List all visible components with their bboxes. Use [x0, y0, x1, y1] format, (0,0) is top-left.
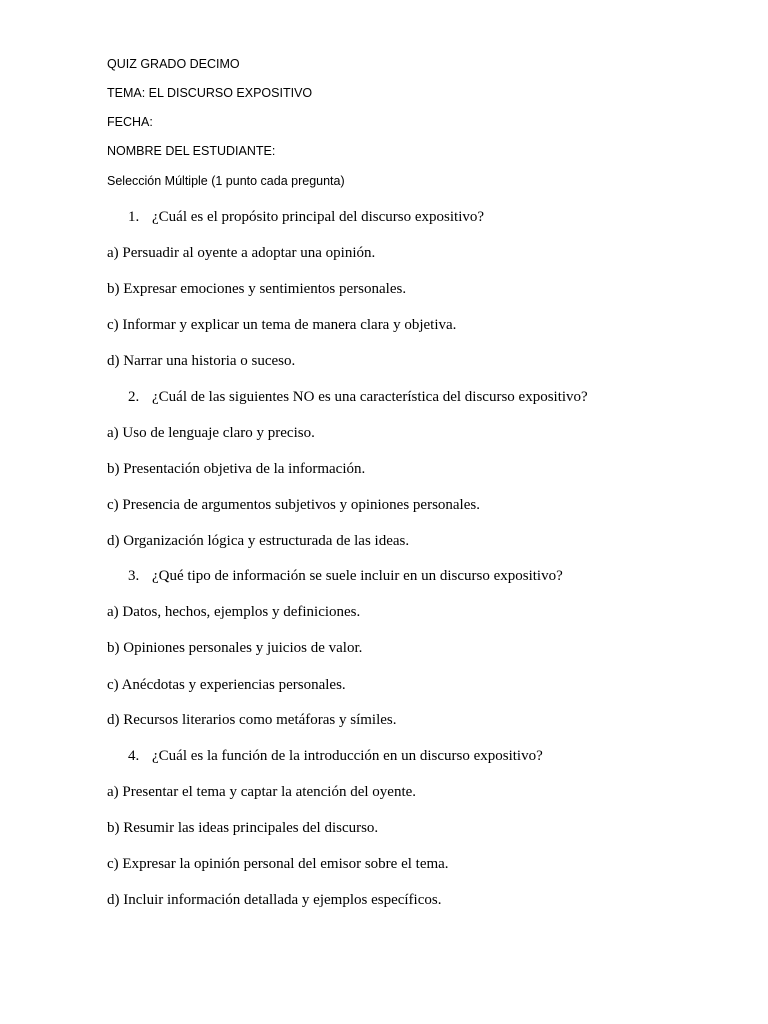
quiz-topic: TEMA: EL DISCURSO EXPOSITIVO	[107, 86, 313, 100]
question-1-option-a: a) Persuadir al oyente a adoptar una opinión.	[107, 245, 376, 261]
question-4-option-b: b) Resumir las ideas principales del discurso.	[107, 820, 379, 836]
question-4	[128, 747, 543, 765]
question-1-option-b: b) Expresar emociones y sentimientos personales.	[107, 281, 407, 297]
question-3-option-a: a) Datos, hechos, ejemplos y definiciones.	[107, 604, 361, 620]
question-4-number: 4.	[128, 748, 140, 764]
question-3-option-d: d) Recursos literarios como metáforas y símiles.	[107, 712, 397, 728]
question-3-text: ¿Qué tipo de información se suele incluir en un discurso expositivo?	[152, 568, 563, 584]
question-1-number: 1.	[128, 209, 140, 225]
question-2-option-d: d) Organización lógica y estructurada de las ideas.	[107, 533, 410, 549]
question-4-option-d: d) Incluir información detallada y ejemplos específicos.	[107, 892, 442, 908]
question-3-option-b: b) Opiniones personales y juicios de valor.	[107, 640, 363, 656]
date-label: FECHA:	[107, 115, 153, 129]
question-1-option-d: d) Narrar una historia o suceso.	[107, 353, 296, 369]
question-3	[128, 567, 563, 585]
question-4-option-a: a) Presentar el tema y captar la atención del oyente.	[107, 784, 417, 800]
student-name-label: NOMBRE DEL ESTUDIANTE:	[107, 144, 276, 158]
question-2	[128, 388, 588, 406]
question-3-option-c: c) Anécdotas y experiencias personales.	[107, 677, 346, 693]
question-2-text: ¿Cuál de las siguientes NO es una característica del discurso expositivo?	[152, 389, 588, 405]
question-1-option-c: c) Informar y explicar un tema de manera clara y objetiva.	[107, 317, 457, 333]
question-1	[128, 208, 484, 226]
question-2-option-b: b) Presentación objetiva de la información.	[107, 461, 366, 477]
question-4-text: ¿Cuál es la función de la introducción en un discurso expositivo?	[152, 748, 543, 764]
question-1-text: ¿Cuál es el propósito principal del discurso expositivo?	[152, 209, 485, 225]
question-2-option-a: a) Uso de lenguaje claro y preciso.	[107, 425, 315, 441]
section-heading: Selección Múltiple (1 punto cada pregunta)	[107, 174, 345, 188]
question-2-option-c: c) Presencia de argumentos subjetivos y opiniones personales.	[107, 497, 480, 513]
question-4-option-c: c) Expresar la opinión personal del emisor sobre el tema.	[107, 856, 449, 872]
question-2-number: 2.	[128, 389, 140, 405]
quiz-title: QUIZ GRADO DECIMO	[107, 57, 240, 71]
question-3-number: 3.	[128, 568, 140, 584]
